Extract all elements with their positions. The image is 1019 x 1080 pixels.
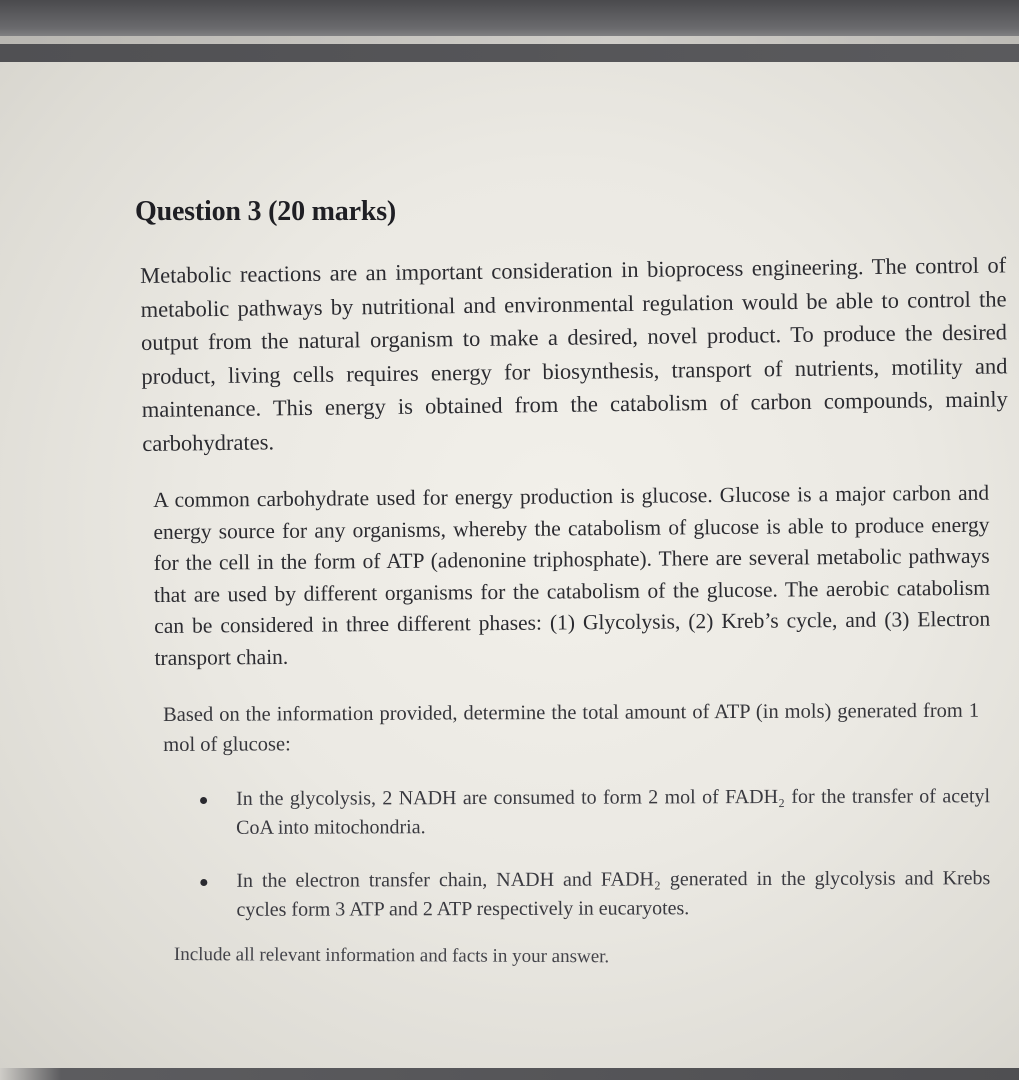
question-title: Question 3 (20 marks) [135,196,397,227]
list-item [200,782,990,843]
assumption-list [200,782,991,949]
intro-paragraph: Metabolic reactions are an important consideration in bioprocess engineering. The control of metabolic pathways by nutritional and environmental regulation would be able to control the output from the natural organism to make a desired, novel product. To produce the desired product, living cells requires energy for biosynthesis, transport of nutrients, motility and maintenance. This energy is obtained from the catabolism of carbon compounds, mainly carbohydrates. [140,252,1008,456]
list-item-text: In the electron transfer chain, NADH and FADH₂ generated in the glycolysis and Krebs cycles form 3 ATP and 2 ATP respectively in eucaryotes. [236,867,991,921]
task-paragraph: Based on the information provided, determine the total amount of ATP (in mols) generated from 1 mol of glucose: [163,699,980,756]
glucose-paragraph: A common carbohydrate used for energy production is glucose. Glucose is a major carbon and energy source for any organisms, whereby the catabolism of glucose is able to produce energy for the cell in the form of ATP (adenonine triphosphate). There are several metabolic pathways that are used by different organisms for the catabolism of the glucose. The aerobic catabolism can be considered in three different phases: (1) Glycolysis, (2) Kreb’s cycle, and (3) Electron transport chain. [153,480,991,670]
list-item-text: In the glycolysis, 2 NADH are consumed to form 2 mol of FADH₂ for the transfer of acetyl CoA into mitochondria. [236,785,991,839]
bullet-icon [200,879,207,886]
bullet-icon [200,797,207,804]
footer-instruction: Include all relevant information and facts in your answer. [173,944,610,968]
list-item [200,864,990,925]
